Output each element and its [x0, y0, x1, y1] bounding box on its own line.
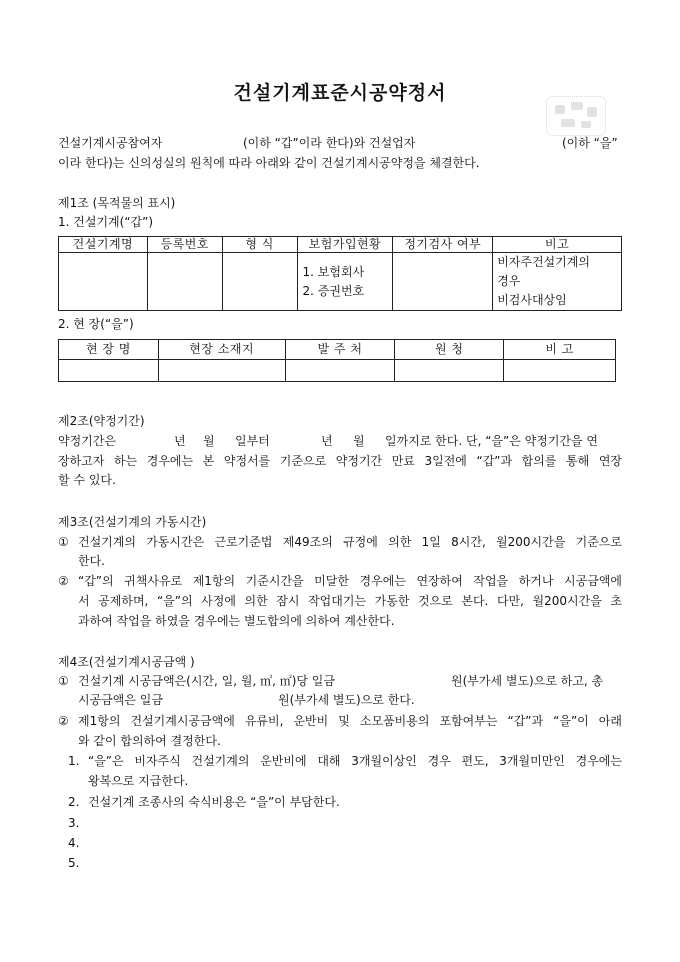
article4-item1-line2b: 원(부가세 별도)으로 한다. — [278, 693, 415, 707]
list-item-2-no: 2. — [68, 795, 80, 809]
article3-item1-marker: ① — [58, 535, 69, 549]
article4-item2-marker: ② — [58, 714, 69, 728]
article4-heading: 제4조(건설기계시공금액 ) — [58, 655, 195, 669]
article4-item2-line1: 제1항의 건설기계시공금액에 유류비, 운반비 및 소모품비용의 포함여부는 “갑”과 “을”이 아래 — [78, 714, 622, 728]
article3-item1-line2: 한다. — [78, 554, 105, 568]
article2-line1-year1: 년 — [174, 434, 186, 448]
cell-site-name[interactable] — [59, 360, 159, 382]
intro-part3: (이하 “을” — [562, 136, 618, 150]
cell-registration-no[interactable] — [147, 253, 222, 311]
equipment-table-header — [59, 237, 622, 253]
article4-item1-line1a: 건설기계 시공금액은(시간, 일, 월, ㎥, ㎡)당 일금 — [78, 674, 335, 688]
col-site-location: 현장 소재지 — [158, 340, 285, 360]
article3-item2-line2: 서 공제하며, “을”의 사정에 의한 잠시 작업대기는 가동한 것으로 본다. 다만, 월200시간을 초 — [78, 594, 622, 608]
remark-line-3: 비검사대상임 — [497, 293, 567, 307]
stamp-mark — [546, 96, 606, 136]
col-equipment-name: 건설기계명 — [59, 237, 148, 253]
col-client: 발 주 처 — [285, 340, 395, 360]
col-inspection: 정기검사 여부 — [393, 237, 493, 253]
list-item-1-no: 1. — [68, 754, 80, 768]
article3-item2-marker: ② — [58, 574, 69, 588]
article2-line2: 장하고자 하는 경우에는 본 약정서를 기준으로 약정기간 만료 3일전에 “갑”과 합의를 통해 연장 — [58, 454, 622, 468]
cell-site-location[interactable] — [158, 360, 285, 382]
col-remark: 비고 — [493, 237, 622, 253]
list-item-4-no: 4. — [68, 836, 80, 850]
cell-client[interactable] — [285, 360, 395, 382]
intro-part2: (이하 “갑”이라 한다)와 건설업자 — [243, 136, 416, 150]
article3-item2-line3: 과하여 작업을 하였을 경우에는 별도합의에 의하여 계산한다. — [78, 614, 395, 628]
remark-line-2: 경우 — [497, 274, 521, 288]
article3-heading: 제3조(건설기계의 가동시간) — [58, 515, 207, 529]
intro-part1: 건설기계시공참여자 — [58, 136, 163, 150]
cell-remark[interactable] — [493, 253, 622, 311]
col-registration-no: 등록번호 — [147, 237, 222, 253]
article3-item1-line1: 건설기계의 가동시간은 근로기준법 제49조의 규정에 의한 1일 8시간, 월200시간을 기준으로 — [78, 535, 622, 549]
equipment-table — [58, 236, 622, 311]
article4-item1-marker: ① — [58, 674, 69, 688]
col-model: 형 식 — [222, 237, 297, 253]
article2-line3: 할 수 있다. — [58, 473, 116, 487]
article2-line1-month2: 월 — [353, 434, 365, 448]
site-table — [58, 339, 616, 382]
article1-heading: 제1조 (목적물의 표시) — [58, 196, 176, 210]
cell-insurance[interactable] — [297, 253, 393, 311]
article4-item1-line1b: 원(부가세 별도)으로 하고, 총 — [451, 674, 604, 688]
article2-line1-year2: 년 — [321, 434, 333, 448]
list-item-3-no: 3. — [68, 816, 80, 830]
remark-line-1: 비자주건설기계의 — [497, 255, 590, 269]
col-site-remark: 비 고 — [504, 340, 616, 360]
article2-line1-month1: 월 — [203, 434, 215, 448]
article4-item2-line2: 와 같이 합의하여 결정한다. — [78, 734, 221, 748]
col-prime-contractor: 원 청 — [395, 340, 504, 360]
col-site-name: 현 장 명 — [59, 340, 159, 360]
site-table-row — [59, 360, 616, 382]
article1-sub2: 2. 현 장(“을”) — [58, 317, 134, 331]
article3-item2-line1: “갑”의 귀책사유로 제1항의 기준시간을 미달한 경우에는 연장하여 작업을 하거나 시공금액에 — [78, 574, 622, 588]
list-item-2-line1: 건설기계 조종사의 숙식비용은 “을”이 부담한다. — [88, 795, 340, 809]
article2-line1-a: 약정기간은 — [58, 434, 116, 448]
insurance-line-2: 2. 증권번호 — [302, 283, 365, 298]
insurance-line-1: 1. 보험회사 — [302, 264, 365, 279]
cell-inspection[interactable] — [393, 253, 493, 311]
list-item-1-line2: 왕복으로 지급한다. — [88, 774, 189, 788]
intro-line2: 이라 한다)는 신의성실의 원칙에 따라 아래와 같이 건설기계시공약정을 체결한다. — [58, 156, 480, 170]
article4-item1-line2a: 시공금액은 일금 — [78, 693, 163, 707]
col-insurance: 보험가입현황 — [297, 237, 393, 253]
cell-prime-contractor[interactable] — [395, 360, 504, 382]
article2-line1-rest: 일까지로 한다. 단, “을”은 약정기간을 연 — [385, 434, 599, 448]
document-title: 건설기계표준시공약정서 — [233, 82, 447, 104]
equipment-table-row — [59, 253, 622, 311]
cell-model[interactable] — [222, 253, 297, 311]
article1-sub1: 1. 건설기계(“갑”) — [58, 215, 154, 229]
list-item-1-line1: “을”은 비자주식 건설기계의 운반비에 대해 3개월이상인 경우 편도, 3개월미만인 경우에는 — [88, 754, 622, 768]
cell-site-remark[interactable] — [504, 360, 616, 382]
site-table-header — [59, 340, 616, 360]
cell-equipment-name[interactable] — [59, 253, 148, 311]
list-item-5-no: 5. — [68, 856, 80, 870]
article2-heading: 제2조(약정기간) — [58, 414, 145, 428]
article2-line1-from: 일부터 — [235, 434, 270, 448]
